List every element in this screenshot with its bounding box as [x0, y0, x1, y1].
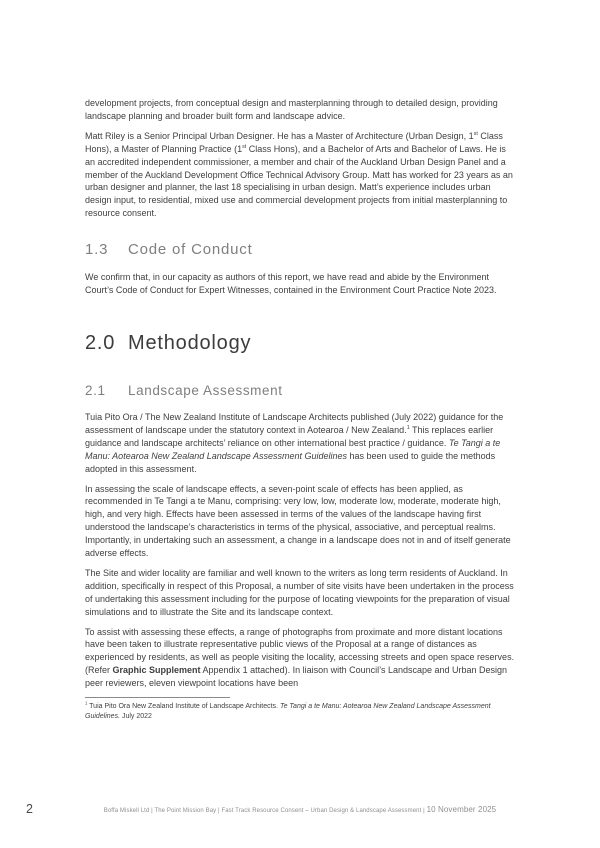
section-number: 2.0 [85, 331, 116, 354]
paragraph-code-of-conduct: We confirm that, in our capacity as authors of this report, we have read and abide by the Environment Court’s Code of Conduct for Expert Witnesses, contained in the Environment Court Practice Note 2023. [85, 272, 497, 296]
footer-info-text: Boffa Miskell Ltd | The Point Mission Bay | Fast Track Resource Consent – Urban Design & Landscape Assessment | [103, 808, 427, 814]
document-body [85, 0, 517, 721]
footer [0, 805, 600, 814]
footnote-text: $^1$ Tuia Pito Ora New Zealand Institute of Landscape Architects. Te Tangi a te Manu: Aotearoa New Zealand Landscape Assessment Guidelines. July 2022 [85, 700, 491, 720]
page-number: 2 [26, 802, 33, 816]
paragraph-site-familiarity: The Site and wider locality are familiar and well known to the writers as long term residents of Auckland. In addition, specifically in respect of this Proposal, a number of site visits have been undertaken in the process of undertaking this assessment including for the purpose of locating viewpoints for the preparation of visual simulations and to illustrate the Site and its landscape context. [85, 567, 514, 617]
section-heading-methodology [85, 331, 517, 356]
section-number: 2.1 [85, 382, 106, 398]
paragraph-development-projects: development projects, from conceptual design and masterplanning through to detailed design, providing landscape planning and broader built form and landscape advice. [85, 98, 498, 121]
section-title: Methodology [128, 331, 252, 354]
section-title: Landscape Assessment [128, 382, 283, 398]
paragraph-matt-riley-bio: Matt Riley is a Senior Principal Urban Designer. He has a Master of Architecture (Urban Design, 1st Class Hons), a Master of Planning Practice (1st Class Hons), and a Bachelor of Arts and Bachelor of Laws. He is an accredited independent commissioner, a member and chair of the Auckland Urban Design Panel and a member of the Auckland Development Office Technical Advisory Group. Matt has worked for 23 years as an urban designer and planner, the last 18 specialising in urban design. Matt’s experience includes urban design input, to residential, mixed use and commercial development projects from initial masterplanning to resource consent. [85, 130, 513, 219]
paragraph-tuia-pito-ora: Tuia Pito Ora / The New Zealand Institute of Landscape Architects published (July 2022) guidance for the assessment of landscape under the statutory context in Aotearoa / New Zealand.$^1$ This replaces earlier guidance and landscape architects’ reliance on other international best practice / guidance. Te Tangi a te Manu: Aotearoa New Zealand Landscape Assessment Guidelines has been used to guide the methods adopted in this assessment. [85, 411, 504, 474]
paragraph-photographs-viewpoints: To assist with assessing these effects, a range of photographs from proximate and more distant locations have been taken to illustrate representative public views of the Proposal at a range of distances as experienced by residents, as well as people visiting the locality, accessing streets and open space reserves. (Refer Graphic Supplement Appendix 1 attached). In liaison with Council’s Landscape and Urban Design peer reviewers, eleven viewpoint locations have been [85, 626, 515, 689]
section-title: Code of Conduct [128, 241, 253, 259]
section-heading-code-of-conduct [85, 240, 517, 260]
footnote-separator [85, 697, 230, 698]
section-number: 1.3 [85, 241, 109, 259]
paragraph-scale-of-effects: In assessing the scale of landscape effects, a seven-point scale of effects has been applied, as recommended in Te Tangi a te Manu, comprising: very low, low, moderate low, moderate, moderate high, high, and very high. Effects have been assessed in terms of the values of the landscape having first understood the landscape’s characteristics in terms of the physical, associative, and perceptual realms. Importantly, in undertaking such an assessment, a change in a landscape does not in and of itself generate adverse effects. [85, 483, 511, 559]
footer-date: 10 November 2025 [426, 805, 497, 814]
section-heading-landscape-assessment [85, 382, 517, 399]
